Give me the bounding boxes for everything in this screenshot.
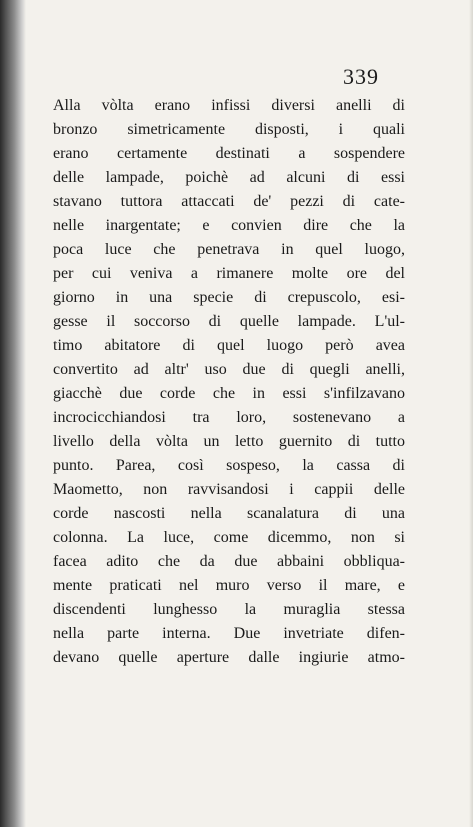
text-line: giacchè due corde che in essi s'infilzavano (53, 385, 405, 402)
text-line: nella parte interna. Due invetriate difen- (53, 625, 405, 642)
body-text (53, 94, 405, 670)
page-edge (469, 0, 473, 827)
text-line: stavano tuttora attaccati de' pezzi di cate- (53, 193, 405, 210)
text-line: gesse il soccorso di quelle lampade. L'ul- (53, 313, 405, 330)
text-line: erano certamente destinati a sospendere (53, 145, 405, 162)
text-line: delle lampade, poichè ad alcuni di essi (53, 169, 405, 186)
text-line: Maometto, non ravvisandosi i cappii delle (53, 481, 405, 498)
text-line: corde nascosti nella scanalatura di una (53, 505, 405, 522)
text-line: nelle inargentate; e convien dire che la (53, 217, 405, 234)
text-line: facea adito che da due abbaini obbliqua- (53, 553, 405, 570)
text-line: livello della vòlta un letto guernito di tutto (53, 433, 405, 450)
text-line: Alla vòlta erano infissi diversi anelli di (53, 97, 405, 114)
text-line: colonna. La luce, come dicemmo, non si (53, 529, 405, 546)
text-line: incrocicchiandosi tra loro, sostenevano a (53, 409, 405, 426)
binding-shadow (0, 0, 26, 827)
page-number: 339 (343, 64, 379, 89)
text-line: giorno in una specie di crepuscolo, esi- (53, 289, 405, 306)
text-line: convertito ad altr' uso due di quegli anelli, (53, 361, 405, 378)
text-line: discendenti lunghesso la muraglia stessa (53, 601, 405, 618)
text-line: bronzo simetricamente disposti, i quali (53, 121, 405, 138)
text-line: timo abitatore di quel luogo però avea (53, 337, 405, 354)
text-line: devano quelle aperture dalle ingiurie atmo- (53, 649, 405, 666)
text-line: poca luce che penetrava in quel luogo, (53, 241, 405, 258)
text-line: per cui veniva a rimanere molte ore del (53, 265, 405, 282)
text-line: punto. Parea, così sospeso, la cassa di (53, 457, 405, 474)
text-line: mente praticati nel muro verso il mare, e (53, 577, 405, 594)
